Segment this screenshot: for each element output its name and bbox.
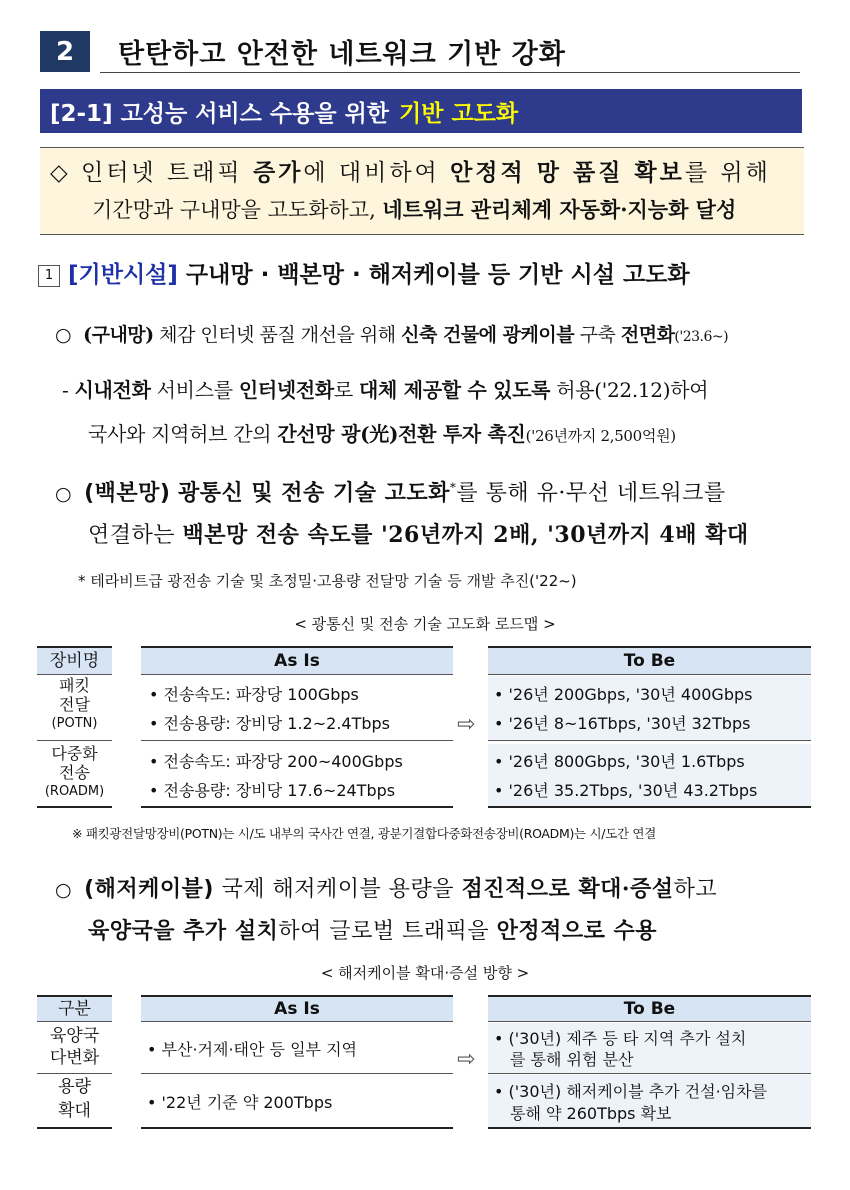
summary-line-2: 기간망과 구내망을 고도화하고, 네트워크 관리체계 자동화·지능화 달성 [92,197,737,222]
table1-row1-asis-2: • 전송용량: 장비당 1.2~2.4Tbps [149,714,391,733]
paragraph-campus-network: ○ (구내망) 체감 인터넷 품질 개선을 위해 신축 건물에 광케이블 구축 전면화('23.6~) [55,324,729,346]
table2-row1-asis-1: • 부산·거제·태안 등 일부 지역 [147,1040,357,1059]
table1-row2-asis-2: • 전송용량: 장비당 17.6~24Tbps [149,781,396,800]
paragraph-submarine-2: 육양국을 추가 설치하여 글로벌 트래픽을 안정적으로 수용 [88,918,658,944]
table1-footnote: ※ 패킷광전달망장비(POTN)는 시/도 내부의 국사간 연결, 광분기결합다중화전송장비(ROADM)는 시/도간 연결 [72,826,656,841]
table1-header-asis: As Is [141,646,453,675]
subsection-prefix: [2-1] 고성능 서비스 수용을 위한 [50,100,390,127]
table2-header-tobe: To Be [488,995,811,1022]
heading-tag: [기반시설] [68,262,178,288]
heading-infrastructure [38,256,690,289]
roadmap-table [37,646,811,808]
paragraph-backbone-2: 연결하는 백본망 전송 속도를 '26년까지 2배, '30년까지 4배 확대 [88,522,749,548]
table1-row2-asis-1: • 전송속도: 파장당 200~400Gbps [149,752,403,771]
table2-caption: < 해저케이블 확대·증설 방향 > [320,964,530,982]
table2-header-asis: As Is [141,995,453,1022]
backbone-footnote: * 테라비트급 광전송 기술 및 초정밀·고용량 전달망 기술 등 개발 추진('22~) [78,572,577,590]
table1-row1-tobe [488,676,811,741]
paragraph-internet-phone-1: - 시내전화 서비스를 인터넷전화로 대체 제공할 수 있도록 허용('22.12)하여 [62,378,709,402]
table1-header-tobe: To Be [488,646,811,675]
table2-row1-label: 육양국 다변화 [37,1023,112,1074]
section-divider [100,72,800,73]
paragraph-backbone-1: ○ (백본망) 광통신 및 전송 기술 고도화*를 통해 유·무선 네트워크를 [55,480,726,506]
table2-row1-tobe-1: • ('30년) 제주 등 타 지역 추가 설치 [494,1029,747,1048]
table1-row1-tobe-1: • '26년 200Gbps, '30년 400Gbps [494,685,753,704]
table1-row1-tobe-2: • '26년 8~16Tbps, '30년 32Tbps [494,714,751,733]
section-number: 2 [40,31,90,72]
table2-row2-label: 용량 확대 [37,1075,112,1129]
table1-row1-asis-1: • 전송속도: 파장당 100Gbps [149,685,359,704]
section-title: 탄탄하고 안전한 네트워크 기반 강화 [118,39,566,70]
table1-row2-tobe [488,744,811,808]
table2-row2-tobe-1: • ('30년) 해저케이블 추가 건설·임차를 [494,1082,768,1101]
table1-row1-asis [141,676,453,741]
table2-row2-tobe [488,1075,811,1129]
table2-row2-tobe-2: 통해 약 260Tbps 확보 [510,1104,672,1123]
summary-box [40,147,804,235]
heading-number-box: 1 [38,265,60,287]
table2-row1-asis [141,1023,453,1074]
table1-row2-label: 다중화 전송 (ROADM) [37,744,112,808]
table2-row2-asis [141,1075,453,1129]
table1-row2-tobe-2: • '26년 35.2Tbps, '30년 43.2Tbps [494,781,758,800]
table1-header-label: 장비명 [37,646,112,675]
table1-row1-label: 패킷 전달 (POTN) [37,676,112,741]
table2-row1-tobe-2: 를 통해 위험 분산 [510,1050,634,1069]
paragraph-internet-phone-2: 국사와 지역허브 간의 간선망 광(光)전환 투자 촉진('26년까지 2,500억원) [88,422,676,446]
subsection-bar [40,89,802,133]
table1-row2-asis [141,744,453,808]
table1-caption: < 광통신 및 전송 기술 고도화 로드맵 > [294,615,556,633]
summary-line-1: ◇ 인터넷 트래픽 증가에 대비하여 안정적 망 품질 확보를 위해 [50,160,771,186]
table1-row2-tobe-1: • '26년 800Gbps, '30년 1.6Tbps [494,752,745,771]
table2-header-label: 구분 [37,995,112,1022]
right-arrow-icon-2: ⇨ [457,1047,476,1072]
table2-row1-tobe [488,1023,811,1074]
heading-title: 구내망 · 백본망 · 해저케이블 등 기반 시설 고도화 [185,262,690,288]
right-arrow-icon: ⇨ [457,712,476,737]
submarine-table [37,995,811,1131]
subsection-highlight: 기반 고도화 [399,100,519,127]
paragraph-submarine-1: ○ (해저케이블) 국제 해저케이블 용량을 점진적으로 확대·증설하고 [55,876,718,902]
table2-row2-asis-1: • '22년 기준 약 200Tbps [147,1093,333,1112]
